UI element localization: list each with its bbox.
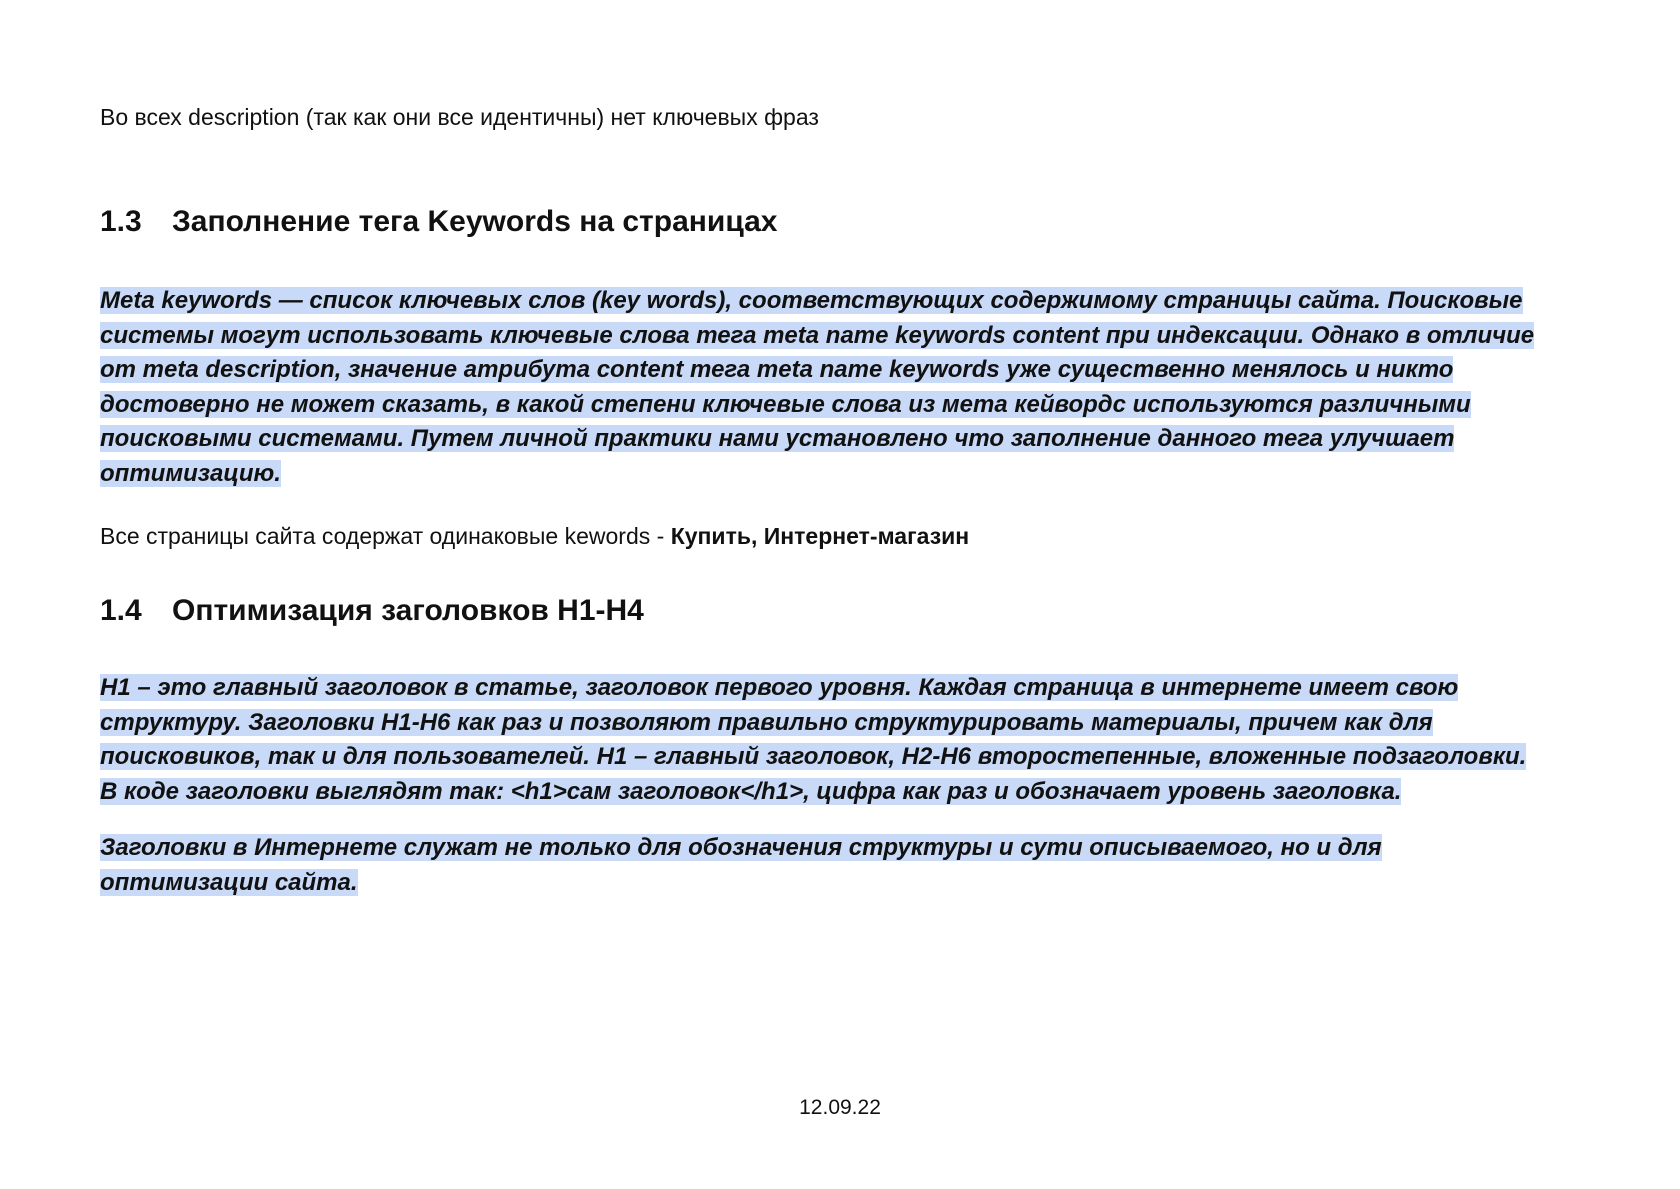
- section-heading-1-4: [100, 591, 1560, 631]
- h1-definition-paragraph: [100, 671, 1545, 809]
- section-heading-1-3: [100, 202, 1560, 242]
- footer-date: 12.09.22: [799, 1096, 881, 1119]
- highlighted-text: H1 – это главный заголовок в статье, заголовок первого уровня. Каждая страница в интернете имеет свою структуру. Заголовки H1-H6 как раз и позволяют правильно структурировать материалы, причем как для поисковиков, так и для пользователей. H1 – главный заголовок, H2-H6 второстепенные, вложенные подзаголовки. В коде заголовки выглядят так: <h1>сам заголовок</h1>, цифра как раз и обозначает уровень заголовка.: [100, 674, 1527, 805]
- section-title: Заполнение тега Keywords на страницах: [172, 205, 778, 238]
- keywords-definition-paragraph: [100, 284, 1540, 491]
- highlighted-text: Meta keywords — список ключевых слов (key words), соответствующих содержимому страницы сайта. Поисковые системы могут использовать ключевые слова тега meta name keywords content при индексации. Однако в отличие от meta description, значение атрибута content тега meta name keywords уже существенно менялось и никто достоверно не может сказать, в какой степени ключевые слова из мета кейвордс используются различными поисковыми системами. Путем личной практики нами установлено что заполнение данного тега улучшает оптимизацию.: [100, 287, 1535, 487]
- keywords-status-paragraph: [100, 519, 1560, 553]
- document-body: [100, 100, 1560, 900]
- section-number: 1.3: [100, 205, 142, 238]
- description-note: [100, 100, 1560, 134]
- keywords-status-value: Купить, Интернет-магазин: [670, 523, 970, 549]
- highlighted-text: Заголовки в Интернете служат не только для обозначения структуры и сути описываемого, но и для оптимизации сайта.: [100, 834, 1382, 896]
- section-title: Оптимизация заголовков H1-H4: [172, 594, 644, 627]
- description-note-text: Во всех description (так как они все идентичны) нет ключевых фраз: [100, 104, 819, 130]
- keywords-status-prefix: Все страницы сайта содержат одинаковые kewords -: [100, 523, 671, 549]
- headings-purpose-paragraph: [100, 831, 1520, 900]
- section-number: 1.4: [100, 594, 142, 627]
